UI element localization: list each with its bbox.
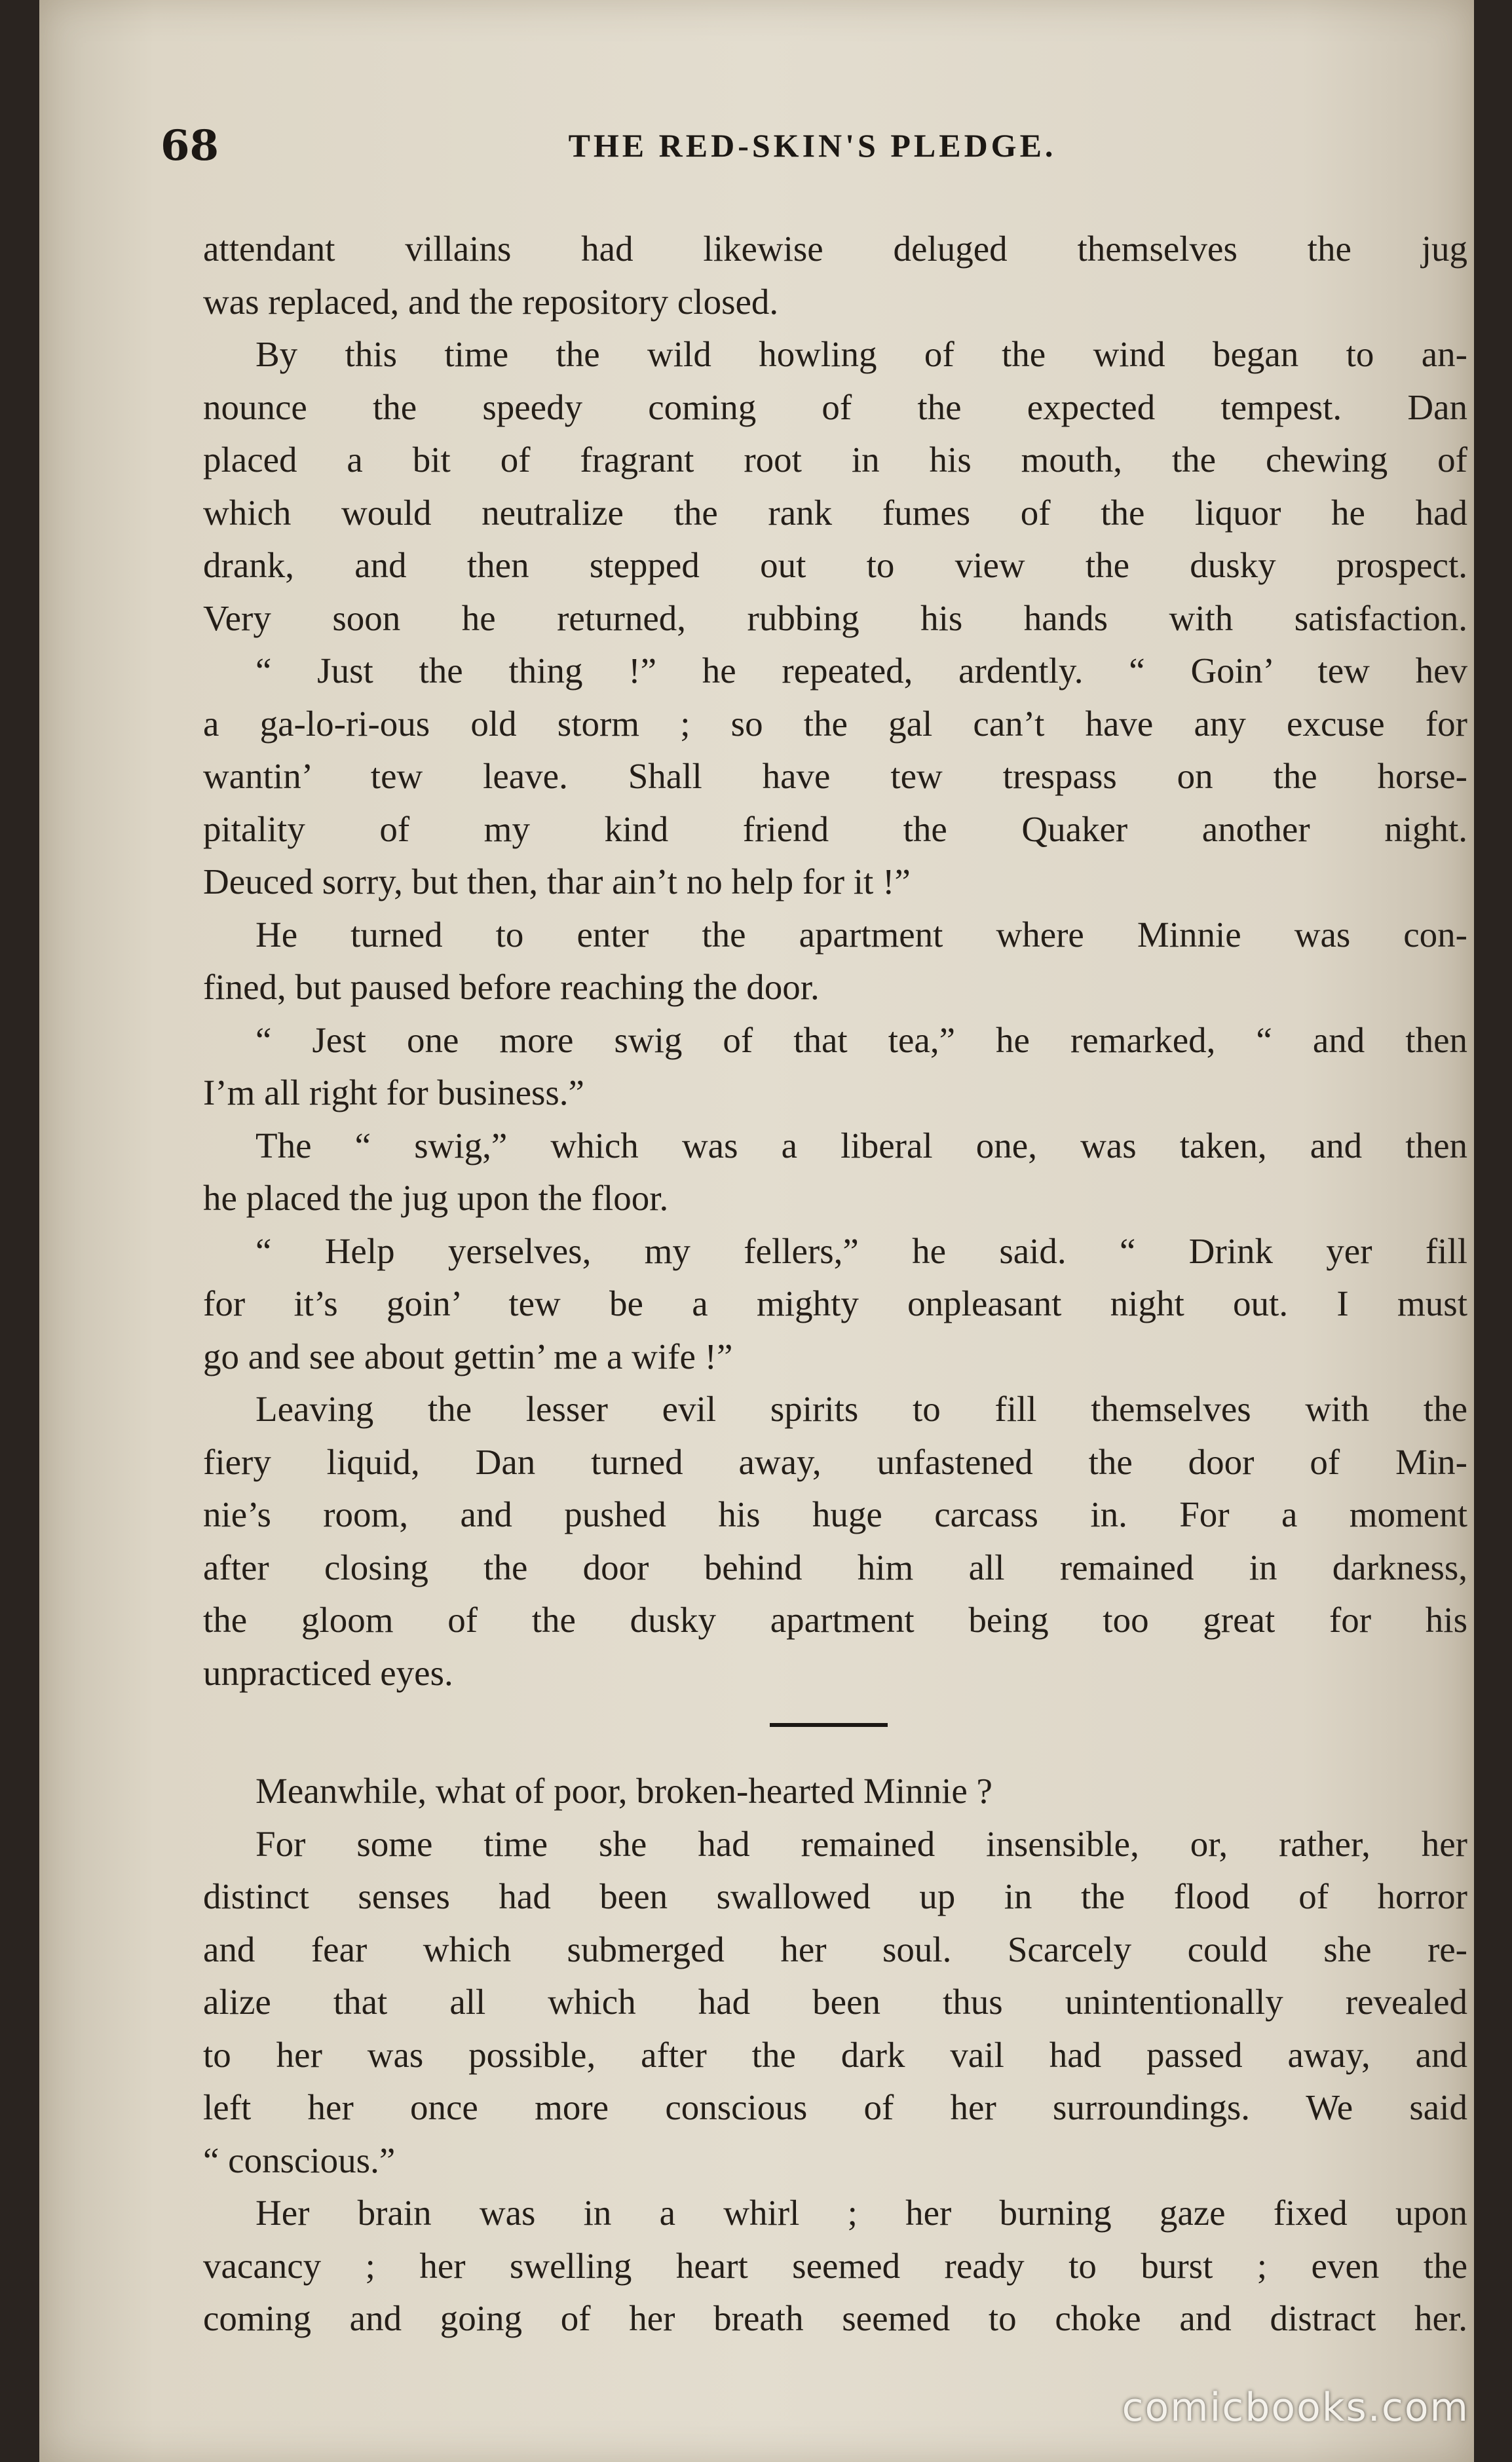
text-line: placed a bit of fragrant root in his mouth, the chewing of — [203, 440, 1467, 480]
text-line: coming and going of her breath seemed to choke and distract her. — [203, 2298, 1467, 2338]
text-line: for it’s goin’ tew be a mighty onpleasant night out. I must — [203, 1283, 1467, 1323]
text-line: The “ swig,” which was a liberal one, was taken, and then — [255, 1125, 1467, 1165]
text-line: after closing the door behind him all remained in darkness, — [203, 1547, 1467, 1587]
text-line: to her was possible, after the dark vail had passed away, and — [203, 2034, 1467, 2075]
text-line: wantin’ tew leave. Shall have tew trespass on the horse- — [203, 756, 1467, 796]
text-line: nounce the speedy coming of the expected tempest. Dan — [203, 387, 1467, 427]
section-break — [203, 1699, 1467, 1765]
text-line: attendant villains had likewise deluged themselves the jug — [203, 229, 1467, 269]
text-line: He turned to enter the apartment where Minnie was con- — [255, 914, 1467, 955]
page-header — [161, 121, 1464, 174]
text-line: vacancy ; her swelling heart seemed ready to burst ; even the — [203, 2245, 1467, 2286]
watermark: comicbooks.com — [1122, 2385, 1469, 2431]
text-line: For some time she had remained insensible, or, rather, her — [255, 1823, 1467, 1864]
text-line: he placed the jug upon the floor. — [203, 1178, 669, 1218]
text-line: Meanwhile, what of poor, broken-hearted Minnie ? — [255, 1771, 992, 1811]
text-line: By this time the wild howling of the wind began to an- — [255, 334, 1467, 374]
book-page — [39, 0, 1474, 2462]
text-line: go and see about gettin’ me a wife !” — [203, 1336, 733, 1376]
text-line: alize that all which had been thus unintentionally revealed — [203, 1982, 1467, 2022]
text-line: and fear which submerged her soul. Scarcely could she re- — [203, 1929, 1467, 1969]
text-line: distinct senses had been swallowed up in the flood of horror — [203, 1876, 1467, 1916]
text-line: fiery liquid, Dan turned away, unfastened the door of Min- — [203, 1441, 1467, 1482]
text-line: Leaving the lesser evil spirits to fill themselves with the — [255, 1389, 1467, 1429]
body-text — [203, 223, 1467, 2345]
text-line: was replaced, and the repository closed. — [203, 281, 779, 322]
page-number: 68 — [161, 121, 219, 170]
text-line: the gloom of the dusky apartment being too great for his — [203, 1600, 1467, 1640]
text-line: left her once more conscious of her surroundings. We said — [203, 2087, 1467, 2127]
text-line: I’m all right for business.” — [203, 1072, 584, 1112]
text-line: a ga-lo-ri-ous old storm ; so the gal can’t have any excuse for — [203, 703, 1467, 744]
running-title: THE RED-SKIN'S PLEDGE. — [568, 127, 1057, 164]
text-line: Very soon he returned, rubbing his hands with satisfaction. — [203, 597, 1467, 638]
text-line: Deuced sorry, but then, thar ain’t no help for it !” — [203, 862, 911, 901]
text-line: unpracticed eyes. — [203, 1652, 453, 1693]
text-line: which would neutralize the rank fumes of the liquor he had — [203, 492, 1467, 533]
text-line: drank, and then stepped out to view the dusky prospect. — [203, 545, 1467, 585]
text-line: “ Jest one more swig of that tea,” he remarked, “ and then — [255, 1019, 1467, 1060]
section-divider — [770, 1723, 888, 1727]
text-line: “ Help yerselves, my fellers,” he said. “ Drink yer fill — [255, 1230, 1467, 1271]
text-line: fined, but paused before reaching the door. — [203, 967, 820, 1007]
text-line: “ conscious.” — [203, 2140, 396, 2180]
text-line: Her brain was in a whirl ; her burning gaze fixed upon — [255, 2193, 1467, 2233]
text-line: nie’s room, and pushed his huge carcass in. For a moment — [203, 1494, 1467, 1534]
text-line: pitality of my kind friend the Quaker another night. — [203, 808, 1467, 849]
text-line: “ Just the thing !” he repeated, ardently. “ Goin’ tew hev — [255, 651, 1467, 691]
